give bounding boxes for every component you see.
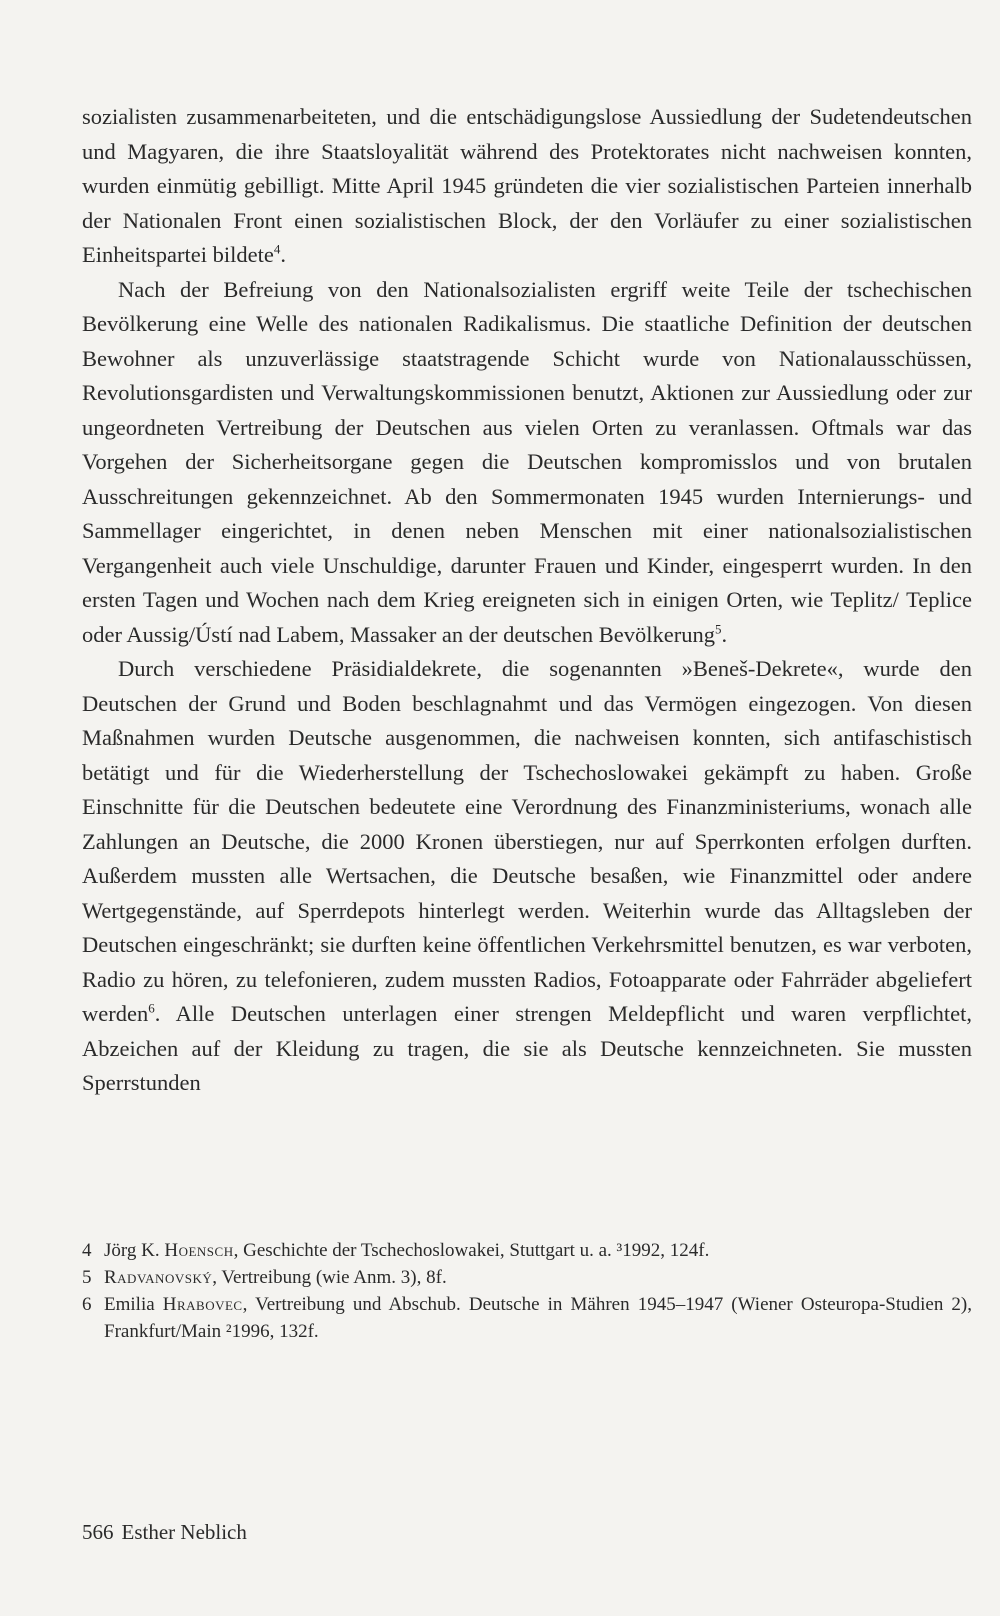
footnote-number: 4 bbox=[82, 1240, 92, 1261]
page-number: 566 bbox=[82, 1520, 114, 1544]
footnote-citation: , Vertreibung (wie Anm. 3), 8f. bbox=[212, 1267, 447, 1288]
paragraph-2 bbox=[82, 273, 972, 653]
footnote-author: Hoensch bbox=[164, 1240, 234, 1261]
footnote-pre: Emilia bbox=[104, 1294, 163, 1315]
main-text bbox=[82, 100, 972, 1101]
footnote-number: 5 bbox=[82, 1267, 92, 1288]
footnote-5 bbox=[82, 1264, 972, 1291]
paragraph-2-text: Nach der Befreiung von den Nationalsozialisten ergriff weite Teile der tschechischen Bevölkerung eine Welle des nationalen Radikalismus. Die staatliche Definition der deutschen Bewohner als unzuverlässige staatstragende Schicht wurde von Nationalausschüssen, Revolutionsgardisten und Verwaltungskommissionen benutzt, Aktionen zur Aussiedlung oder zur ungeordneten Vertreibung der Deutschen aus vielen Orten zu veranlassen. Oftmals war das Vorgehen der Sicherheitsorgane gegen die Deutschen kompromisslos und von brutalen Ausschreitungen gekennzeichnet. Ab den Sommermonaten 1945 wurden Internierungs- und Sammellager eingerichtet, in denen neben Menschen mit einer nationalsozialistischen Vergangenheit auch viele Unschuldige, darunter Frauen und Kinder, eingesperrt wurden. In den ersten Tagen und Wochen nach dem Krieg ereigneten sich in einigen Orten, wie Teplitz/ Teplice oder Aussig/Ústí nad Labem, Massaker an der deutschen Bevölkerung bbox=[82, 276, 972, 647]
footnote-ref-5[interactable]: 5 bbox=[714, 621, 722, 636]
footnote-text bbox=[104, 1291, 972, 1345]
footnote-4 bbox=[82, 1237, 972, 1264]
paragraph-3-end: . Alle Deutschen unterlagen einer strengen Meldepflicht und waren verpflichtet, Abzeichen auf der Kleidung zu tragen, die sie als Deutsche kennzeichneten. Sie mussten Sperrstunden bbox=[82, 1001, 972, 1095]
footnote-number: 6 bbox=[82, 1294, 92, 1315]
page-footer bbox=[82, 1520, 255, 1545]
footnote-6 bbox=[82, 1291, 972, 1345]
paragraph-1-end: . bbox=[280, 242, 286, 267]
footnote-citation: , Vertreibung und Abschub. Deutsche in Mähren 1945–1947 (Wiener Osteuropa-Studien 2), Frankfurt/Main ²1996, 132f. bbox=[104, 1294, 973, 1342]
paragraph-1-text: sozialisten zusammenarbeiteten, und die entschädigungslose Aussiedlung der Sudetendeutschen und Magyaren, die ihre Staatsloyalität während des Protektorates nicht nachweisen konnten, wurden einmütig gebilligt. Mitte April 1945 gründeten die vier sozialistischen Parteien innerhalb der Nationalen Front einen sozialistischen Block, der den Vorläufer zu einer sozialistischen Einheitspartei bildete bbox=[82, 104, 972, 267]
footnote-ref-4[interactable]: 4 bbox=[273, 241, 281, 257]
paragraph-1 bbox=[82, 100, 972, 273]
footnote-citation: , Geschichte der Tschechoslowakei, Stuttgart u. a. ³1992, 124f. bbox=[233, 1240, 710, 1261]
running-author: Esther Neblich bbox=[121, 1520, 247, 1544]
footnotes bbox=[82, 1237, 972, 1345]
paragraph-3 bbox=[82, 652, 972, 1101]
paragraph-2-end: . bbox=[721, 621, 728, 647]
footnote-author: Hrabovec bbox=[162, 1294, 243, 1315]
footnote-pre: Jörg K. bbox=[104, 1240, 165, 1261]
paragraph-3-text: Durch verschiedene Präsidialdekrete, die sogenannten »Beneš-Dekrete«, wurde den Deutschen der Grund und Boden beschlagnahmt und das Vermögen eingezogen. Von diesen Maßnahmen wurden Deutsche ausgenommen, die nachweisen konnten, sich antifaschistisch betätigt und für die Wiederherstellung der Tschechoslowakei gekämpft zu haben. Große Einschnitte für die Deutschen bedeutete eine Verordnung des Finanzministeriums, wonach alle Zahlungen an Deutsche, die 2000 Kronen überstiegen, nur auf Sperrkonten erfolgen durften. Außerdem mussten alle Wertsachen, die Deutsche besaßen, wie Finanzmittel oder andere Wertgegenstände, auf Sperrdepots hinterlegt werden. Weiterhin wurde das Alltagsleben der Deutschen eingeschränkt; sie durften keine öffentlichen Verkehrsmittel benutzen, es war verboten, Radio zu hören, zu telefonieren, zudem mussten Radios, Fotoapparate oder Fahrräder abgeliefert werden bbox=[82, 656, 972, 1026]
footnote-text bbox=[104, 1264, 972, 1291]
footnote-ref-6[interactable]: 6 bbox=[148, 1000, 155, 1016]
footnote-text bbox=[104, 1237, 972, 1264]
footnote-author: Radvanovský bbox=[104, 1267, 213, 1288]
